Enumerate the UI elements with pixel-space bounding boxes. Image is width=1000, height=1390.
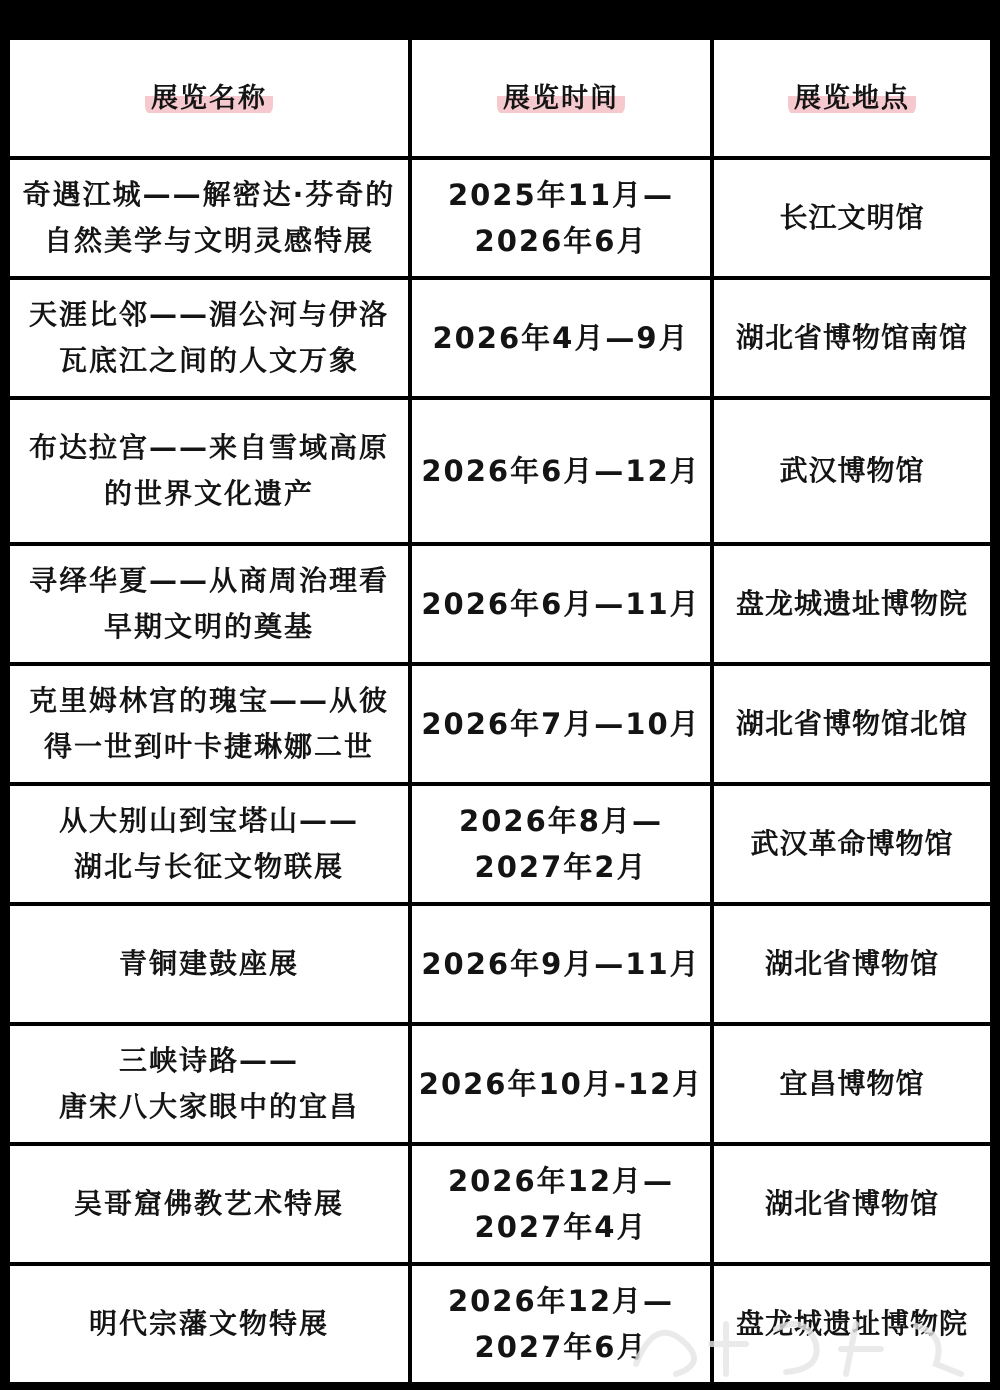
exhibition-name: 奇遇江城——解密达·芬奇的 自然美学与文明灵感特展	[10, 160, 408, 276]
exhibition-name: 寻绎华夏——从商周治理看 早期文明的奠基	[10, 546, 408, 662]
table-row	[10, 160, 990, 276]
exhibition-place: 湖北省博物馆	[714, 906, 990, 1022]
exhibition-place: 长江文明馆	[714, 160, 990, 276]
exhibition-name: 青铜建鼓座展	[10, 906, 408, 1022]
exhibition-name: 从大别山到宝塔山—— 湖北与长征文物联展	[10, 786, 408, 902]
table-row	[10, 1026, 990, 1142]
exhibition-place: 盘龙城遗址博物院	[714, 546, 990, 662]
exhibition-table	[6, 36, 994, 1386]
table-row	[10, 666, 990, 782]
exhibition-place: 盘龙城遗址博物院	[714, 1266, 990, 1382]
header-place: 展览地点	[788, 80, 916, 116]
exhibition-time: 2026年8月— 2027年2月	[412, 786, 710, 902]
exhibition-place: 武汉革命博物馆	[714, 786, 990, 902]
table-row	[10, 786, 990, 902]
exhibition-time: 2026年6月—12月	[412, 400, 710, 542]
exhibition-place: 湖北省博物馆南馆	[714, 280, 990, 396]
header-cell-time	[412, 40, 710, 156]
exhibition-name: 布达拉宫——来自雪域高原 的世界文化遗产	[10, 400, 408, 542]
exhibition-name: 明代宗藩文物特展	[10, 1266, 408, 1382]
exhibition-place: 宜昌博物馆	[714, 1026, 990, 1142]
exhibition-time: 2026年12月— 2027年6月	[412, 1266, 710, 1382]
table-row	[10, 400, 990, 542]
exhibition-time: 2026年12月— 2027年4月	[412, 1146, 710, 1262]
exhibition-time: 2026年4月—9月	[412, 280, 710, 396]
exhibition-place: 湖北省博物馆	[714, 1146, 990, 1262]
exhibition-time: 2026年7月—10月	[412, 666, 710, 782]
exhibition-time: 2025年11月— 2026年6月	[412, 160, 710, 276]
header-cell-name	[10, 40, 408, 156]
exhibition-place: 湖北省博物馆北馆	[714, 666, 990, 782]
table-header-row	[10, 40, 990, 156]
table-row	[10, 1266, 990, 1382]
table-row	[10, 1146, 990, 1262]
exhibition-time: 2026年6月—11月	[412, 546, 710, 662]
exhibition-place: 武汉博物馆	[714, 400, 990, 542]
table-row	[10, 546, 990, 662]
exhibition-name: 吴哥窟佛教艺术特展	[10, 1146, 408, 1262]
exhibition-name: 天涯比邻——湄公河与伊洛 瓦底江之间的人文万象	[10, 280, 408, 396]
exhibition-name: 克里姆林宫的瑰宝——从彼 得一世到叶卡捷琳娜二世	[10, 666, 408, 782]
exhibition-table-sheet	[10, 40, 990, 1390]
exhibition-name: 三峡诗路—— 唐宋八大家眼中的宜昌	[10, 1026, 408, 1142]
header-cell-place	[714, 40, 990, 156]
exhibition-time: 2026年9月—11月	[412, 906, 710, 1022]
header-time: 展览时间	[497, 80, 625, 116]
table-row	[10, 906, 990, 1022]
header-name: 展览名称	[145, 80, 273, 116]
exhibition-time: 2026年10月-12月	[412, 1026, 710, 1142]
table-row	[10, 280, 990, 396]
